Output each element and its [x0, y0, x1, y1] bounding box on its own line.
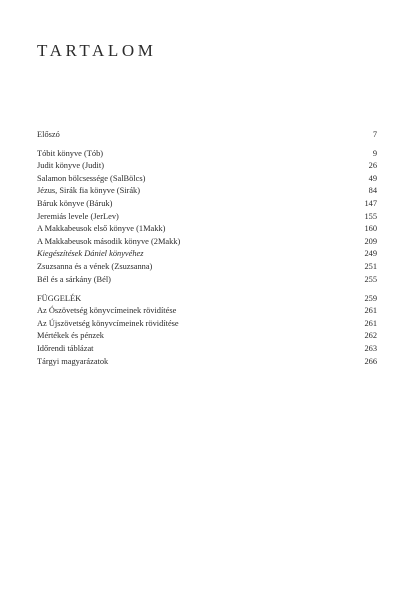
toc-entry-label: Tóbit könyve (Tób)	[37, 148, 104, 158]
toc-entry-page: 262	[364, 331, 377, 341]
toc-entry-label: FÜGGELÉK	[37, 293, 82, 303]
toc-entry-label: Salamon bölcsessége (SalBölcs)	[37, 173, 146, 183]
table-of-contents	[37, 129, 377, 368]
toc-entry-page: 7	[372, 130, 377, 139]
toc-entry-label: Báruk könyve (Báruk)	[37, 198, 113, 208]
toc-entry-page: 155	[364, 211, 377, 221]
toc-entry	[37, 343, 377, 356]
toc-entry	[37, 173, 377, 186]
toc-entry	[37, 356, 377, 369]
toc-entry-label: Jézus, Sirák fia könyve (Sirák)	[37, 186, 141, 196]
toc-entry	[37, 293, 377, 306]
toc-entry-label: Előszó	[37, 130, 60, 139]
toc-entry	[37, 185, 377, 198]
toc-entry-page: 255	[364, 274, 377, 284]
toc-entry-label: Judit könyve (Judit)	[37, 161, 104, 171]
toc-entry-page: 259	[364, 293, 377, 303]
toc-entry-page: 251	[364, 261, 377, 271]
toc-entry	[37, 305, 377, 318]
toc-entry-label: Tárgyi magyarázatok	[37, 356, 109, 366]
toc-entry	[37, 160, 377, 173]
page-title: TARTALOM	[37, 41, 157, 60]
toc-entry	[37, 248, 377, 261]
toc-entry-page: 266	[364, 356, 377, 366]
toc-entry	[37, 211, 377, 224]
toc-entry-page: 160	[364, 224, 377, 234]
toc-entry-label: Bél és a sárkány (Bél)	[37, 274, 111, 284]
toc-entry-label: Időrendi táblázat	[37, 344, 94, 353]
toc-entry	[37, 318, 377, 331]
toc-entry-label: Jeremiás levele (JerLev)	[37, 211, 119, 221]
toc-entry-label: Kiegészítések Dániel könyvéhez	[37, 249, 144, 259]
toc-entry-page: 209	[364, 236, 377, 246]
toc-entry-label: Mértékek és pénzek	[37, 331, 104, 341]
toc-entry-page: 261	[364, 306, 377, 316]
toc-entry-label: Zsuzsanna és a vének (Zsuzsanna)	[37, 261, 153, 271]
toc-entry-label: Az Újszövetség könyvcímeinek rövidítése	[37, 318, 179, 328]
toc-entry-page: 26	[368, 161, 377, 171]
toc-entry-page: 261	[364, 318, 377, 328]
toc-entry-page: 84	[368, 186, 377, 196]
toc-entry-page: 49	[368, 173, 377, 183]
toc-entry	[37, 223, 377, 236]
toc-entry	[37, 198, 377, 211]
toc-entry	[37, 236, 377, 249]
toc-entry	[37, 129, 377, 142]
toc-entry-page: 9	[372, 148, 377, 158]
toc-entry-label: A Makkabeusok első könyve (1Makk)	[37, 224, 166, 234]
toc-entry	[37, 330, 377, 343]
toc-entry	[37, 148, 377, 161]
toc-entry-label: Az Ószövetség könyvcímeinek rövidítése	[37, 306, 177, 316]
toc-entry-page: 249	[364, 249, 377, 259]
toc-entry-label: A Makkabeusok második könyve (2Makk)	[37, 236, 181, 246]
toc-entry-page: 263	[364, 344, 377, 353]
toc-entry-page: 147	[364, 198, 377, 208]
toc-entry	[37, 274, 377, 287]
toc-entry	[37, 261, 377, 274]
